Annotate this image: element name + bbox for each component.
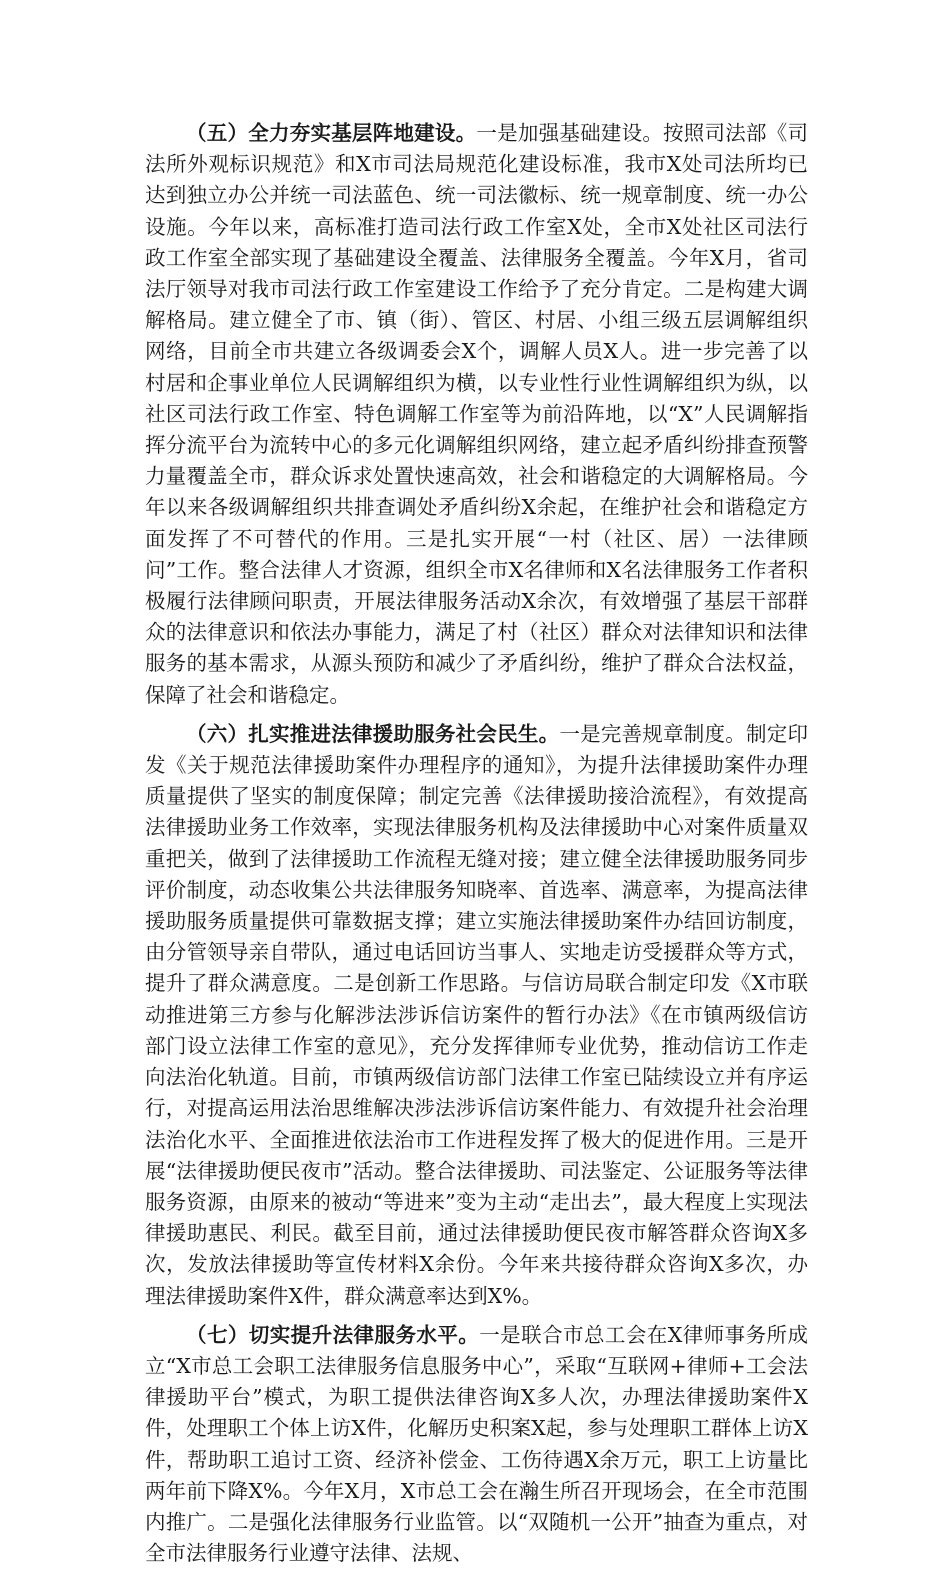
document-page [145, 118, 808, 1577]
paragraph-body: 一是完善规章制度。制定印发《关于规范法律援助案件办理程序的通知》，为提升法律援助案件办理质量提供了坚实的制度保障；制定完善《法律援助接洽流程》，有效提高法律援助业务工作效率，实现法律服务机构及法律援助中心对案件质量双重把关，做到了法律援助工作流程无缝对接；建立健全法律援助服务同步评价制度，动态收集公共法律服务知晓率、首选率、满意率，为提高法律援助服务质量提供可靠数据支撑；建立实施法律援助案件办结回访制度，由分管领导亲自带队，通过电话回访当事人、实地走访受援群众等方式，提升了群众满意度。二是创新工作思路。与信访局联合制定印发《X市联动推进第三方参与化解涉法涉诉信访案件的暂行办法》《在市镇两级信访部门设立法律工作室的意见》，充分发挥律师专业优势，推动信访工作走向法治化轨道。目前，市镇两级信访部门法律工作室已陆续设立并有序运行，对提高运用法治思维解决涉法涉诉信访案件能力、有效提升社会治理法治化水平、全面推进依法治市工作进程发挥了极大的促进作用。三是开展“法律援助便民夜市”活动。整合法律援助、司法鉴定、公证服务等法律服务资源，由原来的被动“等进来”变为主动“走出去”，最大程度上实现法律援助惠民、利民。截至目前，通过法律援助便民夜市解答群众咨询X多次，发放法律援助等宣传材料X余份。今年来共接待群众咨询X多次，办理法律援助案件X件，群众满意率达到X%。 [145, 721, 808, 1308]
paragraph-heading: （五）全力夯实基层阵地建设。 [186, 121, 477, 145]
paragraph-body: 一是联合市总工会在X律师事务所成立“X市总工会职工法律服务信息服务中心”，采取“互联网+律师+工会法律援助平台”模式，为职工提供法律咨询X多人次，办理法律援助案件X件，处理职工个体上访X件，化解历史积案X起，参与处理职工群体上访X件，帮助职工追讨工资、经济补偿金、工伤待遇X余万元，职工上访量比两年前下降X%。今年X月，X市总工会在瀚生所召开现场会，在全市范围内推广。二是强化法律服务行业监管。以“双随机一公开”抽查为重点，对全市法律服务行业遵守法律、法规、 [145, 1322, 809, 1566]
paragraph-heading: （六）扎实推进法律援助服务社会民生。 [186, 721, 560, 746]
paragraph-body: 一是加强基础建设。按照司法部《司法所外观标识规范》和X市司法局规范化建设标准，我市X处司法所均已达到独立办公并统一司法蓝色、统一司法徽标、统一规章制度、统一办公设施。今年以来，高标准打造司法行政工作室X处，全市X处社区司法行政工作室全部实现了基础建设全覆盖、法律服务全覆盖。今年X月，省司法厅领导对我市司法行政工作室建设工作给予了充分肯定。二是构建大调解格局。建立健全了市、镇（街）、管区、村居、小组三级五层调解组织网络，目前全市共建立各级调委会X个，调解人员X人。进一步完善了以村居和企事业单位人民调解组织为横，以专业性行业性调解组织为纵，以社区司法行政工作室、特色调解工作室等为前沿阵地，以“X”人民调解指挥分流平台为流转中心的多元化调解组织网络，建立起矛盾纠纷排查预警力量覆盖全市，群众诉求处置快速高效，社会和谐稳定的大调解格局。今年以来各级调解组织共排查调处矛盾纠纷X余起，在维护社会和谐稳定方面发挥了不可替代的作用。三是扎实开展“一村（社区、居）一法律顾问”工作。整合法律人才资源，组织全市X名律师和X名法律服务工作者积极履行法律顾问职责，开展法律服务活动X余次，有效增强了基层干部群众的法律意识和依法办事能力，满足了村（社区）群众对法律知识和法律服务的基本需求，从源头预防和减少了矛盾纠纷，维护了群众合法权益，保障了社会和谐稳定。 [145, 121, 809, 707]
paragraph-7 [145, 1320, 808, 1570]
paragraph-heading: （七）切实提升法律服务水平。 [186, 1322, 480, 1347]
paragraph-6 [145, 719, 808, 1312]
paragraph-5 [145, 118, 808, 711]
